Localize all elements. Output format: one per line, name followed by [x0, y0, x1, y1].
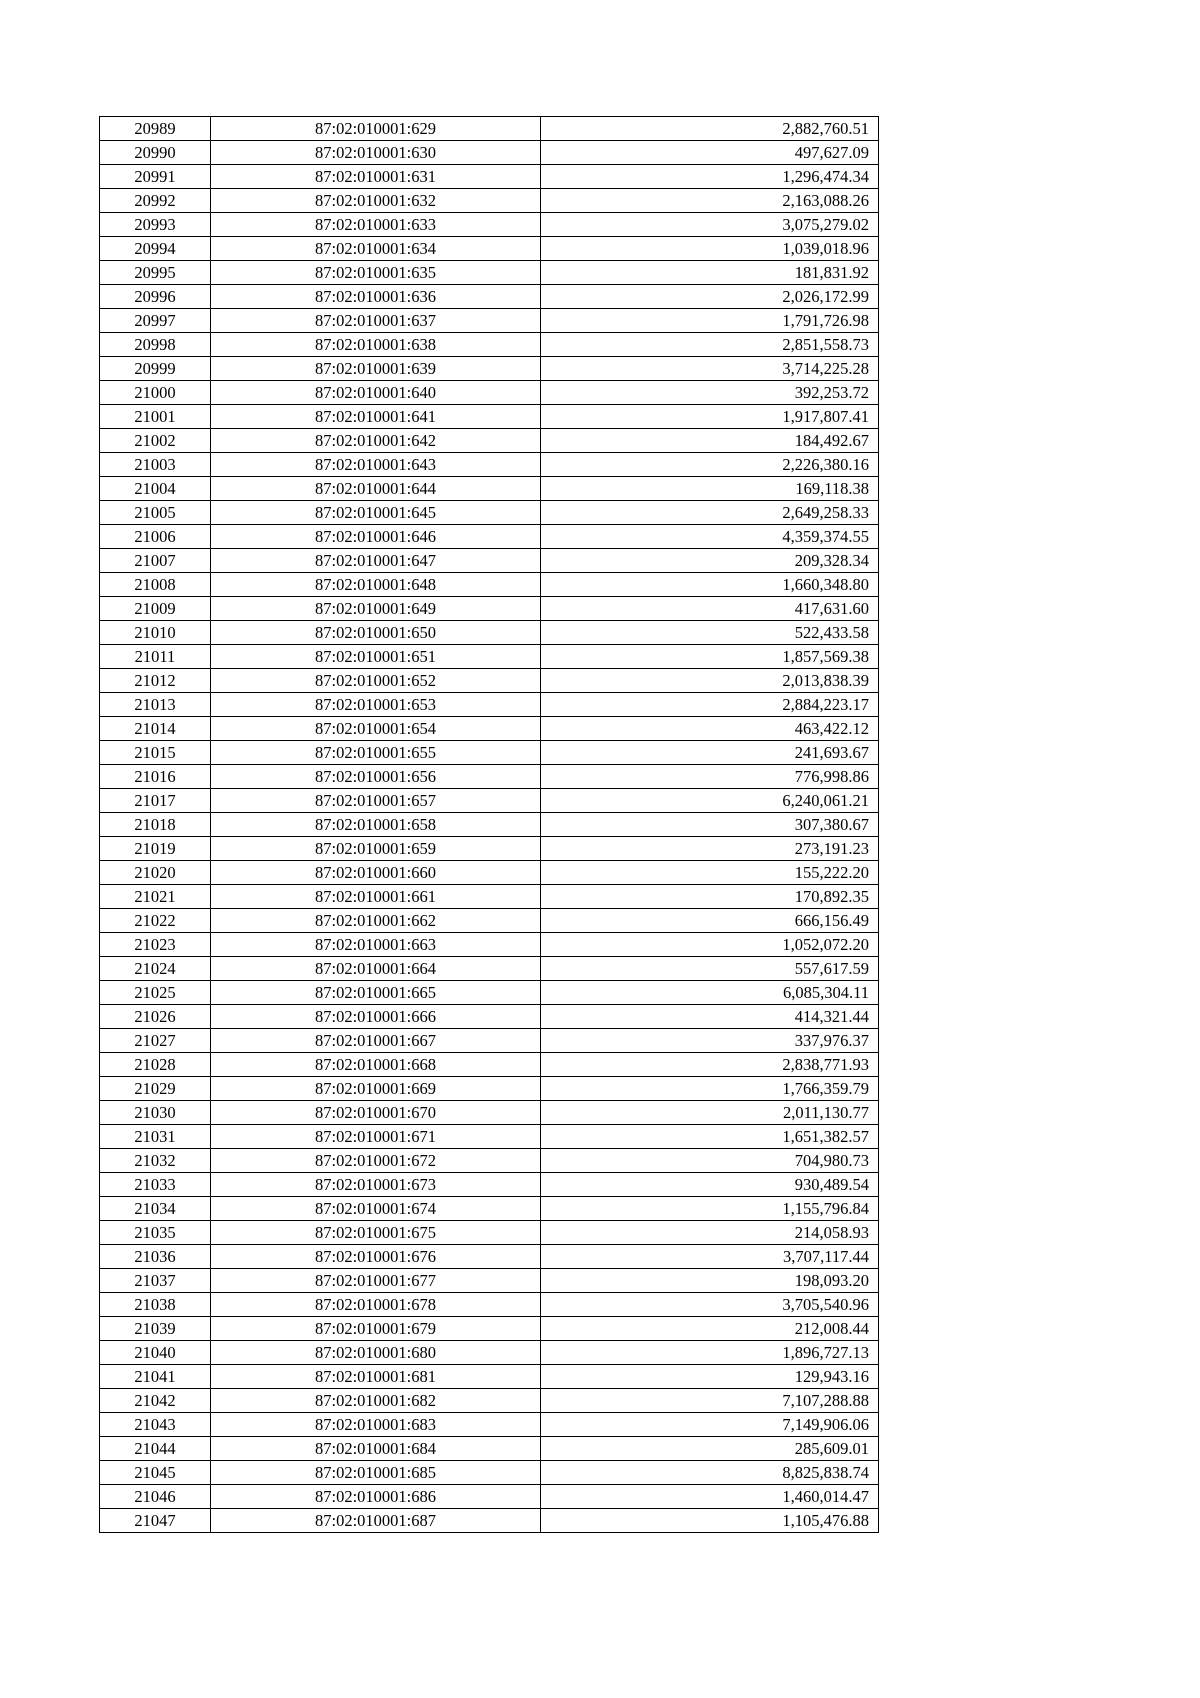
table-row: [100, 453, 879, 477]
table-row: [100, 717, 879, 741]
cadastral-number-cell: 87:02:010001:663: [211, 933, 541, 957]
value-cell: 557,617.59: [541, 957, 879, 981]
table-row: [100, 261, 879, 285]
row-number-cell: 21031: [100, 1125, 211, 1149]
table-row: [100, 1317, 879, 1341]
value-cell: 1,105,476.88: [541, 1509, 879, 1533]
value-cell: 463,422.12: [541, 717, 879, 741]
value-cell: 1,917,807.41: [541, 405, 879, 429]
value-cell: 214,058.93: [541, 1221, 879, 1245]
row-number-cell: 21034: [100, 1197, 211, 1221]
table-row: [100, 765, 879, 789]
table-body: [100, 117, 879, 1533]
cadastral-number-cell: 87:02:010001:681: [211, 1365, 541, 1389]
value-cell: 2,013,838.39: [541, 669, 879, 693]
row-number-cell: 21023: [100, 933, 211, 957]
table-row: [100, 597, 879, 621]
row-number-cell: 21046: [100, 1485, 211, 1509]
row-number-cell: 21044: [100, 1437, 211, 1461]
cadastral-number-cell: 87:02:010001:685: [211, 1461, 541, 1485]
cadastral-number-cell: 87:02:010001:686: [211, 1485, 541, 1509]
cadastral-number-cell: 87:02:010001:637: [211, 309, 541, 333]
table-row: [100, 1221, 879, 1245]
cadastral-number-cell: 87:02:010001:680: [211, 1341, 541, 1365]
cadastral-number-cell: 87:02:010001:661: [211, 885, 541, 909]
table-row: [100, 357, 879, 381]
table-row: [100, 669, 879, 693]
value-cell: 3,705,540.96: [541, 1293, 879, 1317]
table-row: [100, 1365, 879, 1389]
value-cell: 6,240,061.21: [541, 789, 879, 813]
cadastral-number-cell: 87:02:010001:643: [211, 453, 541, 477]
table-row: [100, 165, 879, 189]
table-row: [100, 1029, 879, 1053]
table-row: [100, 885, 879, 909]
row-number-cell: 21001: [100, 405, 211, 429]
value-cell: 2,011,130.77: [541, 1101, 879, 1125]
cadastral-number-cell: 87:02:010001:683: [211, 1413, 541, 1437]
value-cell: 212,008.44: [541, 1317, 879, 1341]
row-number-cell: 21041: [100, 1365, 211, 1389]
row-number-cell: 20996: [100, 285, 211, 309]
row-number-cell: 21045: [100, 1461, 211, 1485]
cadastral-number-cell: 87:02:010001:667: [211, 1029, 541, 1053]
value-cell: 337,976.37: [541, 1029, 879, 1053]
value-cell: 1,460,014.47: [541, 1485, 879, 1509]
value-cell: 392,253.72: [541, 381, 879, 405]
row-number-cell: 21013: [100, 693, 211, 717]
value-cell: 522,433.58: [541, 621, 879, 645]
table-row: [100, 909, 879, 933]
cadastral-number-cell: 87:02:010001:632: [211, 189, 541, 213]
value-cell: 2,882,760.51: [541, 117, 879, 141]
cadastral-number-cell: 87:02:010001:635: [211, 261, 541, 285]
value-cell: 129,943.16: [541, 1365, 879, 1389]
row-number-cell: 21033: [100, 1173, 211, 1197]
value-cell: 2,026,172.99: [541, 285, 879, 309]
value-cell: 776,998.86: [541, 765, 879, 789]
row-number-cell: 21004: [100, 477, 211, 501]
value-cell: 6,085,304.11: [541, 981, 879, 1005]
cadastral-number-cell: 87:02:010001:676: [211, 1245, 541, 1269]
table-row: [100, 1005, 879, 1029]
table-row: [100, 237, 879, 261]
table-row: [100, 957, 879, 981]
table-row: [100, 1077, 879, 1101]
value-cell: 1,651,382.57: [541, 1125, 879, 1149]
cadastral-number-cell: 87:02:010001:647: [211, 549, 541, 573]
row-number-cell: 21012: [100, 669, 211, 693]
table-row: [100, 645, 879, 669]
row-number-cell: 21009: [100, 597, 211, 621]
row-number-cell: 21005: [100, 501, 211, 525]
row-number-cell: 21002: [100, 429, 211, 453]
row-number-cell: 21003: [100, 453, 211, 477]
cadastral-number-cell: 87:02:010001:677: [211, 1269, 541, 1293]
table-row: [100, 213, 879, 237]
row-number-cell: 21016: [100, 765, 211, 789]
table-row: [100, 501, 879, 525]
cadastral-number-cell: 87:02:010001:631: [211, 165, 541, 189]
table-row: [100, 981, 879, 1005]
value-cell: 184,492.67: [541, 429, 879, 453]
table-row: [100, 573, 879, 597]
row-number-cell: 20997: [100, 309, 211, 333]
row-number-cell: 21029: [100, 1077, 211, 1101]
row-number-cell: 21025: [100, 981, 211, 1005]
cadastral-number-cell: 87:02:010001:669: [211, 1077, 541, 1101]
table-row: [100, 1245, 879, 1269]
value-cell: 155,222.20: [541, 861, 879, 885]
value-cell: 2,649,258.33: [541, 501, 879, 525]
table-row: [100, 1413, 879, 1437]
table-row: [100, 525, 879, 549]
table-row: [100, 189, 879, 213]
value-cell: 414,321.44: [541, 1005, 879, 1029]
value-cell: 7,107,288.88: [541, 1389, 879, 1413]
cadastral-number-cell: 87:02:010001:660: [211, 861, 541, 885]
row-number-cell: 21000: [100, 381, 211, 405]
row-number-cell: 20994: [100, 237, 211, 261]
cadastral-number-cell: 87:02:010001:662: [211, 909, 541, 933]
row-number-cell: 20998: [100, 333, 211, 357]
cadastral-number-cell: 87:02:010001:651: [211, 645, 541, 669]
row-number-cell: 21038: [100, 1293, 211, 1317]
cadastral-number-cell: 87:02:010001:648: [211, 573, 541, 597]
cadastral-number-cell: 87:02:010001:684: [211, 1437, 541, 1461]
row-number-cell: 21018: [100, 813, 211, 837]
value-cell: 2,851,558.73: [541, 333, 879, 357]
table-row: [100, 1269, 879, 1293]
table-row: [100, 333, 879, 357]
value-cell: 1,296,474.34: [541, 165, 879, 189]
row-number-cell: 21035: [100, 1221, 211, 1245]
cadastral-number-cell: 87:02:010001:641: [211, 405, 541, 429]
table-row: [100, 141, 879, 165]
cadastral-number-cell: 87:02:010001:658: [211, 813, 541, 837]
table-row: [100, 1197, 879, 1221]
cadastral-number-cell: 87:02:010001:665: [211, 981, 541, 1005]
cadastral-number-cell: 87:02:010001:630: [211, 141, 541, 165]
row-number-cell: 20995: [100, 261, 211, 285]
cadastral-number-cell: 87:02:010001:650: [211, 621, 541, 645]
value-cell: 4,359,374.55: [541, 525, 879, 549]
row-number-cell: 21007: [100, 549, 211, 573]
cadastral-number-cell: 87:02:010001:649: [211, 597, 541, 621]
table-row: [100, 621, 879, 645]
value-cell: 2,163,088.26: [541, 189, 879, 213]
table-row: [100, 1053, 879, 1077]
table-row: [100, 1125, 879, 1149]
row-number-cell: 21040: [100, 1341, 211, 1365]
row-number-cell: 21011: [100, 645, 211, 669]
cadastral-number-cell: 87:02:010001:646: [211, 525, 541, 549]
row-number-cell: 21015: [100, 741, 211, 765]
table-row: [100, 1173, 879, 1197]
row-number-cell: 20999: [100, 357, 211, 381]
table-row: [100, 1509, 879, 1533]
value-cell: 170,892.35: [541, 885, 879, 909]
cadastral-number-cell: 87:02:010001:687: [211, 1509, 541, 1533]
value-cell: 285,609.01: [541, 1437, 879, 1461]
table-row: [100, 1149, 879, 1173]
table-row: [100, 741, 879, 765]
table-row: [100, 789, 879, 813]
row-number-cell: 20992: [100, 189, 211, 213]
table-row: [100, 429, 879, 453]
value-cell: 1,660,348.80: [541, 573, 879, 597]
table-row: [100, 117, 879, 141]
value-cell: 1,766,359.79: [541, 1077, 879, 1101]
cadastral-number-cell: 87:02:010001:657: [211, 789, 541, 813]
table-row: [100, 933, 879, 957]
row-number-cell: 21026: [100, 1005, 211, 1029]
table-row: [100, 549, 879, 573]
row-number-cell: 21043: [100, 1413, 211, 1437]
value-cell: 307,380.67: [541, 813, 879, 837]
cadastral-number-cell: 87:02:010001:629: [211, 117, 541, 141]
table-row: [100, 861, 879, 885]
row-number-cell: 21017: [100, 789, 211, 813]
cadastral-number-cell: 87:02:010001:679: [211, 1317, 541, 1341]
row-number-cell: 21008: [100, 573, 211, 597]
row-number-cell: 20989: [100, 117, 211, 141]
cadastral-number-cell: 87:02:010001:652: [211, 669, 541, 693]
value-cell: 241,693.67: [541, 741, 879, 765]
cadastral-number-cell: 87:02:010001:664: [211, 957, 541, 981]
table-row: [100, 1101, 879, 1125]
cadastral-number-cell: 87:02:010001:640: [211, 381, 541, 405]
cadastral-number-cell: 87:02:010001:659: [211, 837, 541, 861]
row-number-cell: 21020: [100, 861, 211, 885]
table-row: [100, 813, 879, 837]
table-row: [100, 693, 879, 717]
cadastral-number-cell: 87:02:010001:633: [211, 213, 541, 237]
cadastral-number-cell: 87:02:010001:672: [211, 1149, 541, 1173]
table-row: [100, 381, 879, 405]
value-cell: 1,039,018.96: [541, 237, 879, 261]
value-cell: 181,831.92: [541, 261, 879, 285]
row-number-cell: 21010: [100, 621, 211, 645]
row-number-cell: 20993: [100, 213, 211, 237]
cadastral-number-cell: 87:02:010001:634: [211, 237, 541, 261]
cadastral-number-cell: 87:02:010001:653: [211, 693, 541, 717]
value-cell: 3,714,225.28: [541, 357, 879, 381]
row-number-cell: 21042: [100, 1389, 211, 1413]
row-number-cell: 21022: [100, 909, 211, 933]
table-row: [100, 1461, 879, 1485]
value-cell: 1,896,727.13: [541, 1341, 879, 1365]
value-cell: 273,191.23: [541, 837, 879, 861]
cadastral-number-cell: 87:02:010001:655: [211, 741, 541, 765]
cadastral-number-cell: 87:02:010001:666: [211, 1005, 541, 1029]
row-number-cell: 20991: [100, 165, 211, 189]
value-cell: 8,825,838.74: [541, 1461, 879, 1485]
value-cell: 497,627.09: [541, 141, 879, 165]
row-number-cell: 21024: [100, 957, 211, 981]
value-cell: 3,707,117.44: [541, 1245, 879, 1269]
value-cell: 169,118.38: [541, 477, 879, 501]
value-cell: 2,884,223.17: [541, 693, 879, 717]
table-row: [100, 1437, 879, 1461]
value-cell: 2,838,771.93: [541, 1053, 879, 1077]
value-cell: 666,156.49: [541, 909, 879, 933]
row-number-cell: 21039: [100, 1317, 211, 1341]
table-row: [100, 1293, 879, 1317]
cadastral-number-cell: 87:02:010001:674: [211, 1197, 541, 1221]
cadastral-number-cell: 87:02:010001:644: [211, 477, 541, 501]
value-cell: 1,052,072.20: [541, 933, 879, 957]
table-row: [100, 1341, 879, 1365]
value-cell: 209,328.34: [541, 549, 879, 573]
value-cell: 198,093.20: [541, 1269, 879, 1293]
table-row: [100, 477, 879, 501]
table-row: [100, 309, 879, 333]
row-number-cell: 21030: [100, 1101, 211, 1125]
row-number-cell: 21027: [100, 1029, 211, 1053]
table-row: [100, 1389, 879, 1413]
row-number-cell: 21036: [100, 1245, 211, 1269]
cadastral-number-cell: 87:02:010001:670: [211, 1101, 541, 1125]
table-row: [100, 285, 879, 309]
table-row: [100, 837, 879, 861]
cadastral-number-cell: 87:02:010001:645: [211, 501, 541, 525]
value-cell: 7,149,906.06: [541, 1413, 879, 1437]
cadastral-number-cell: 87:02:010001:639: [211, 357, 541, 381]
value-cell: 2,226,380.16: [541, 453, 879, 477]
value-cell: 1,857,569.38: [541, 645, 879, 669]
table-row: [100, 405, 879, 429]
cadastral-number-cell: 87:02:010001:656: [211, 765, 541, 789]
row-number-cell: 21028: [100, 1053, 211, 1077]
value-cell: 3,075,279.02: [541, 213, 879, 237]
cadastral-number-cell: 87:02:010001:673: [211, 1173, 541, 1197]
value-cell: 417,631.60: [541, 597, 879, 621]
row-number-cell: 21014: [100, 717, 211, 741]
cadastral-number-cell: 87:02:010001:636: [211, 285, 541, 309]
row-number-cell: 21021: [100, 885, 211, 909]
cadastral-number-cell: 87:02:010001:638: [211, 333, 541, 357]
cadastral-number-cell: 87:02:010001:678: [211, 1293, 541, 1317]
value-cell: 704,980.73: [541, 1149, 879, 1173]
value-cell: 1,155,796.84: [541, 1197, 879, 1221]
row-number-cell: 21006: [100, 525, 211, 549]
row-number-cell: 21047: [100, 1509, 211, 1533]
row-number-cell: 21019: [100, 837, 211, 861]
data-table: [99, 116, 879, 1533]
value-cell: 1,791,726.98: [541, 309, 879, 333]
value-cell: 930,489.54: [541, 1173, 879, 1197]
cadastral-number-cell: 87:02:010001:671: [211, 1125, 541, 1149]
cadastral-number-cell: 87:02:010001:682: [211, 1389, 541, 1413]
table-row: [100, 1485, 879, 1509]
row-number-cell: 21037: [100, 1269, 211, 1293]
cadastral-number-cell: 87:02:010001:654: [211, 717, 541, 741]
row-number-cell: 20990: [100, 141, 211, 165]
cadastral-number-cell: 87:02:010001:675: [211, 1221, 541, 1245]
cadastral-number-cell: 87:02:010001:668: [211, 1053, 541, 1077]
row-number-cell: 21032: [100, 1149, 211, 1173]
cadastral-number-cell: 87:02:010001:642: [211, 429, 541, 453]
